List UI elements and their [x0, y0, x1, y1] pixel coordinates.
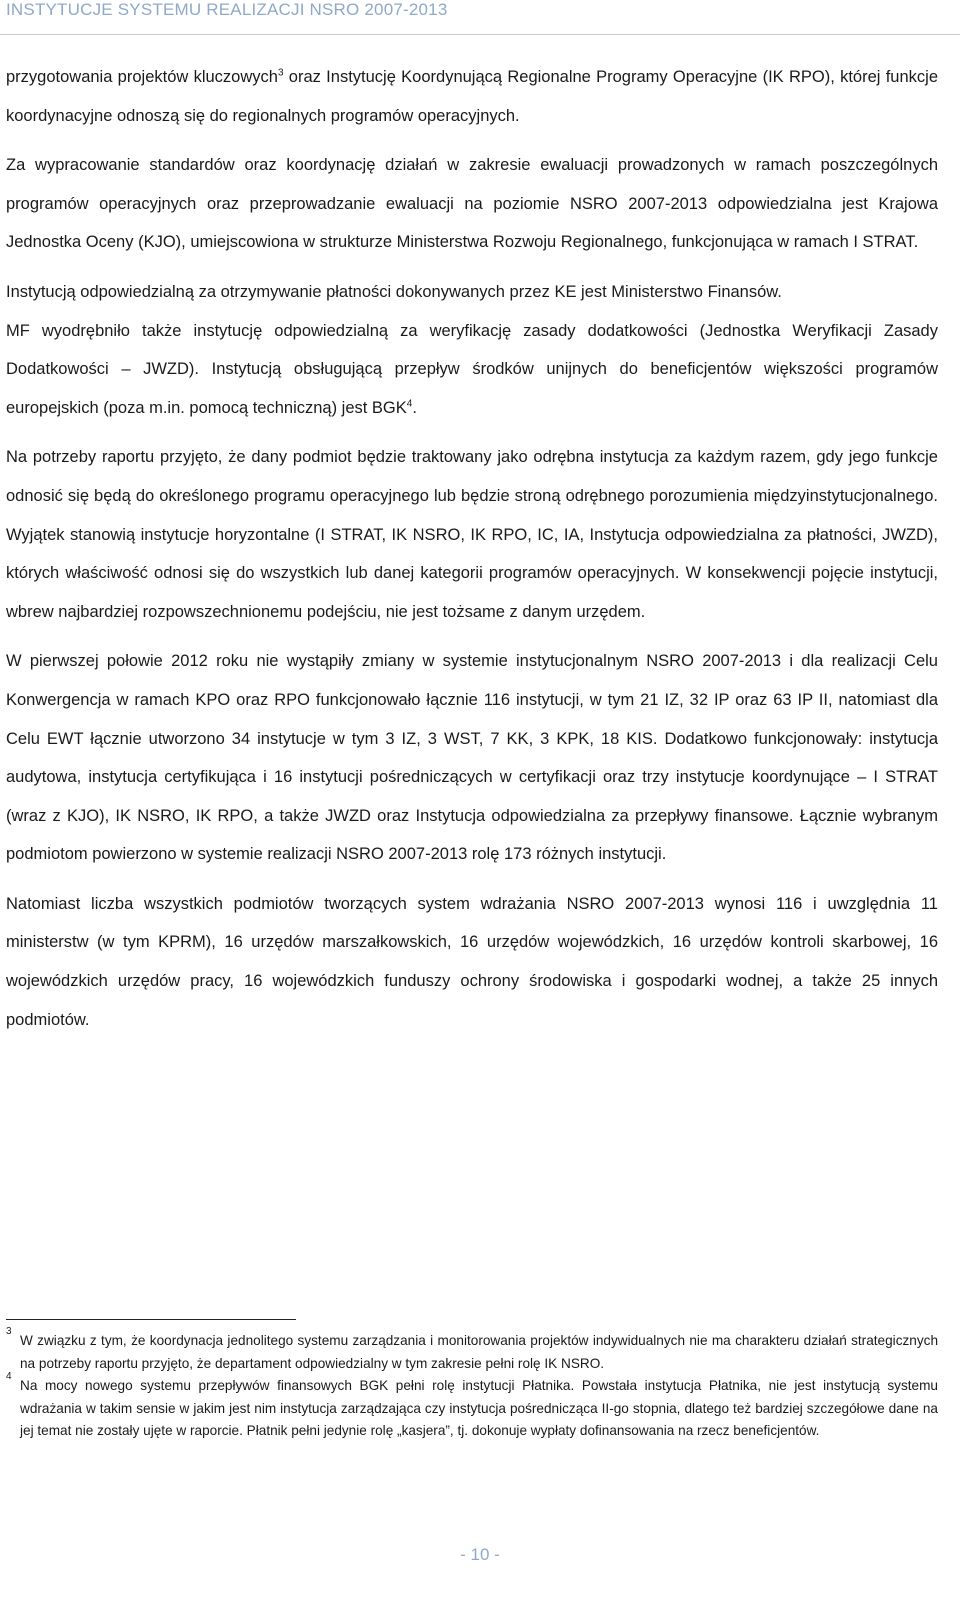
page-number: - 10 - — [460, 1545, 500, 1564]
body-text — [6, 58, 938, 1039]
footnote-mark: 3 — [6, 1326, 12, 1337]
paragraph-1: przygotowania projektów kluczowych$^3$ oraz Instytucję Koordynującą Regionalne Programy Operacyjne (IK RPO), której funkcje koordynacyjne odnoszą się do regionalnych programów operacyjnych. — [6, 67, 938, 125]
running-header — [0, 0, 960, 35]
footnote-text: W związku z tym, że koordynacja jednolitego systemu zarządzania i monitorowania projektów indywidualnych nie ma charakteru działań strategicznych na potrzeby raportu przyjęto, że departament odpowiedzialny w tym zakresie pełni rolę IK NSRO. — [20, 1333, 938, 1371]
running-header-title: INSTYTUCJE SYSTEMU REALIZACJI NSRO 2007-2013 — [6, 0, 448, 19]
paragraph-2: Za wypracowanie standardów oraz koordynację działań w zakresie ewaluacji prowadzonych w ramach poszczególnych programów operacyjnych oraz przeprowadzanie ewaluacji na poziomie NSRO 2007-2013 odpowiedzialna jest Krajowa Jednostka Oceny (KJO), umiejscowiona w strukturze Ministerstwa Rozwoju Regionalnego, funkcjonująca w ramach I STRAT. — [6, 156, 938, 252]
paragraph-3: Instytucją odpowiedzialną za otrzymywanie płatności dokonywanych przez KE jest Ministerstwo Finansów. — [6, 282, 782, 301]
footnote-ref-3[interactable]: 3 — [277, 67, 284, 79]
footnote-mark: 4 — [6, 1371, 12, 1382]
paragraph-7: Natomiast liczba wszystkich podmiotów tworzących system wdrażania NSRO 2007-2013 wynosi 116 i uwzględnia 11 ministerstw (w tym KPRM), 16 urzędów marszałkowskich, 16 urzędów wojewódzkich, 16 urzędów kontroli skarbowej, 16 wojewódzkich urzędów pracy, 16 wojewódzkich funduszy ochrony środowiska i gospodarki wodnej, a także 25 innych podmiotów. — [6, 894, 938, 1029]
footnote-text: Na mocy nowego systemu przepływów finansowych BGK pełni rolę instytucji Płatnika. Powstała instytucja Płatnika, nie jest instytucją systemu wdrażania w takim sensie w jakim jest nim instytucja zarządzająca czy instytucja pośrednicząca II-go stopnia, dlatego też bardziej szczegółowe dane na jej temat nie zostały ujęte w raporcie. Płatnik pełni jedynie rolę „kasjera”, tj. dokonuje wypłaty dofinansowania na rzecz beneficjentów. — [20, 1378, 938, 1438]
footnotes — [6, 1326, 938, 1443]
paragraph-6: W pierwszej połowie 2012 roku nie wystąpiły zmiany w systemie instytucjonalnym NSRO 2007-2013 i dla realizacji Celu Konwergencja w ramach KPO oraz RPO funkcjonowało łącznie 116 instytucji, w tym 21 IZ, 32 IP oraz 63 IP II, natomiast dla Celu EWT łącznie utworzono 34 instytucje w tym 3 IZ, 3 WST, 7 KK, 3 KPK, 18 KIS. Dodatkowo funkcjonowały: instytucja audytowa, instytucja certyfikująca i 16 instytucji pośredniczących w certyfikacji oraz trzy instytucje koordynujące – I STRAT (wraz z KJO), IK NSRO, IK RPO, a także JWZD oraz Instytucja odpowiedzialna za przepływy finansowe. Łącznie wybranym podmiotom powierzono w systemie realizacji NSRO 2007-2013 rolę 173 różnych instytucji. — [6, 652, 938, 864]
paragraph-5: Na potrzeby raportu przyjęto, że dany podmiot będzie traktowany jako odrębna instytucja za każdym razem, gdy jego funkcje odnosić się będą do określonego programu operacyjnego lub będzie stroną odrębnego porozumienia międzyinstytucjonalnego. Wyjątek stanowią instytucje horyzontalne (I STRAT, IK NSRO, IK RPO, IC, IA, Instytucja odpowiedzialna za płatności, JWZD), których właściwość odnosi się do wszystkich lub danej kategorii programów operacyjnych. W konsekwencji pojęcie instytucji, wbrew najbardziej rozpowszechnionemu podejściu, nie jest tożsame z danym urzędem. — [6, 448, 938, 621]
footnote-3 — [6, 1326, 938, 1375]
footnote-ref-4[interactable]: 4 — [406, 398, 413, 410]
footnote-separator — [6, 1319, 296, 1320]
paragraph-4: MF wyodrębniło także instytucję odpowiedzialną za weryfikację zasady dodatkowości (Jednostka Weryfikacji Zasady Dodatkowości – JWZD). Instytucją obsługującą przepływ środków unijnych do beneficjentów większości programów europejskich (poza m.in. pomocą techniczną) jest BGK$^4$. — [6, 321, 938, 417]
footnote-4 — [6, 1371, 938, 1443]
